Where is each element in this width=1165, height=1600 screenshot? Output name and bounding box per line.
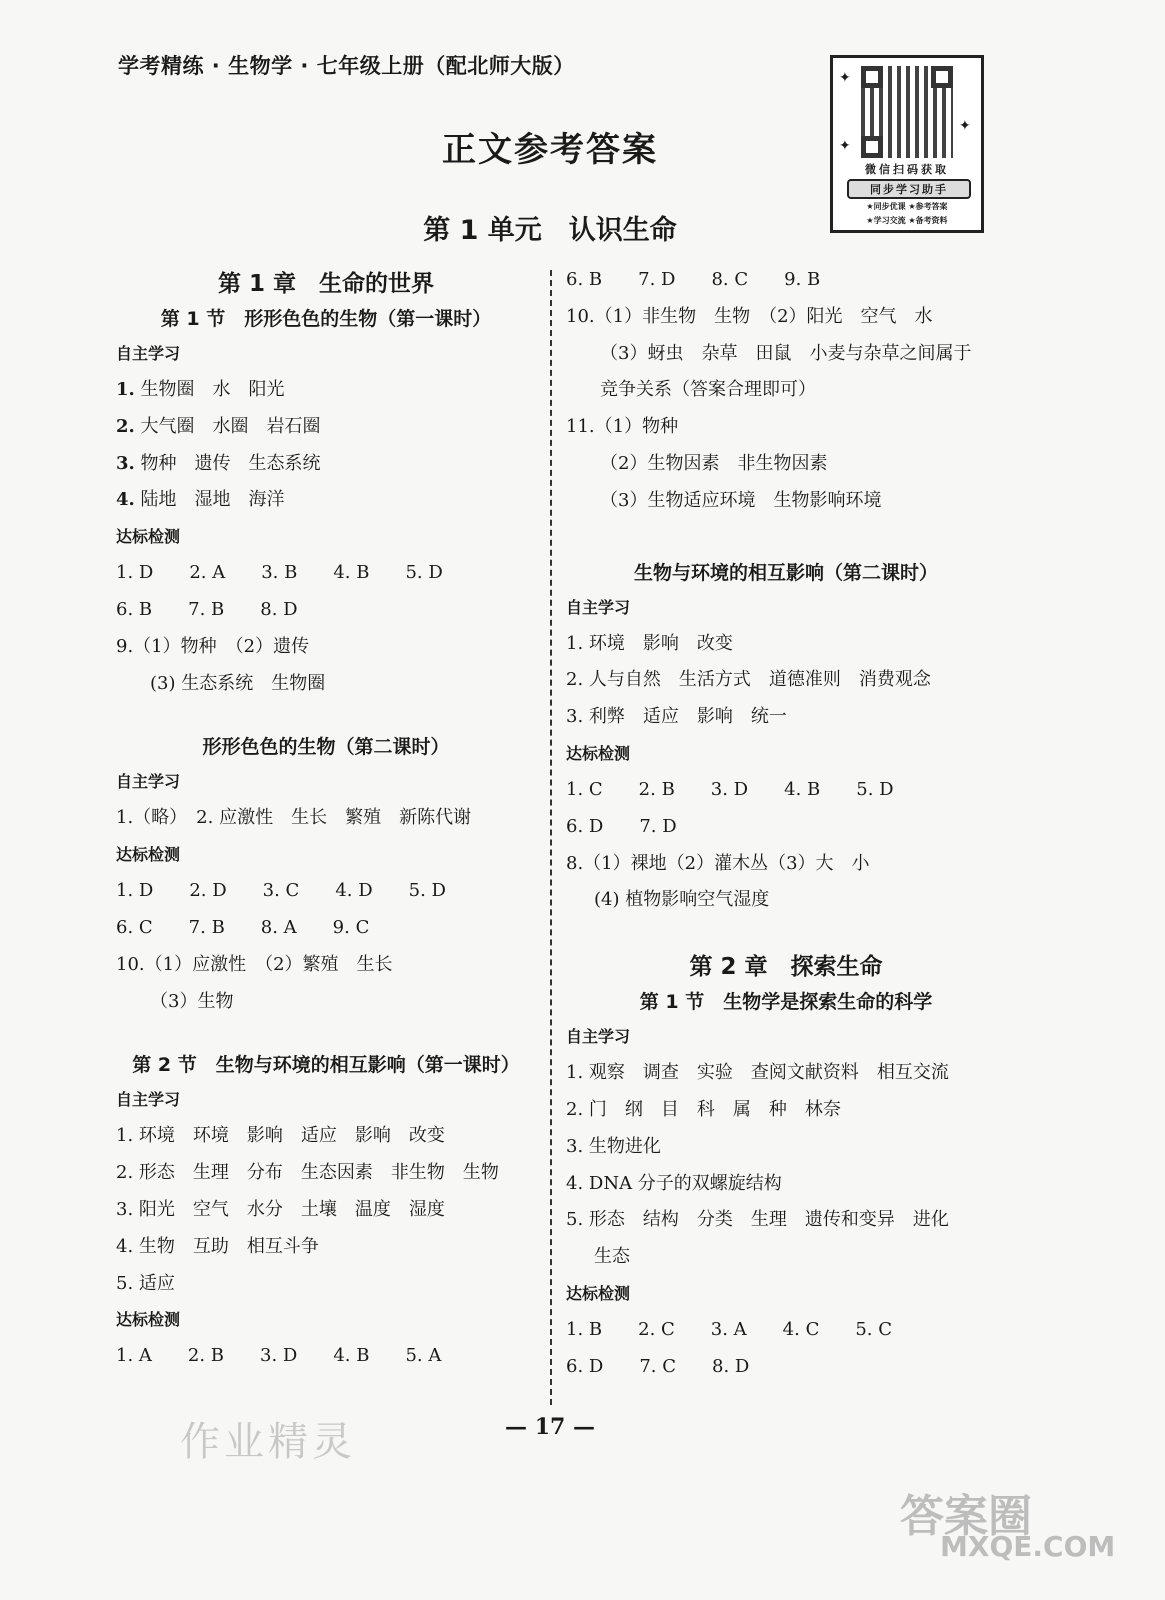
answer-line: 1. 环境 影响 改变: [566, 632, 733, 654]
unit-title: 第 1 单元 认识生命: [423, 215, 677, 246]
subsection-label: 自主学习: [116, 772, 181, 792]
answer-line: (4) 植物影响空气湿度: [594, 889, 770, 911]
watermark: 作业精灵: [180, 1419, 356, 1465]
subsection-label: 自主学习: [116, 344, 181, 363]
answer-line: 3. 物种 遗传 生态系统: [116, 452, 321, 474]
answer-line: 3. 生物进化: [566, 1135, 661, 1157]
sparkle-icon: ✦: [839, 70, 851, 86]
sparkle-icon: ✦: [839, 138, 851, 154]
answer-line: 1.（略） 2. 应激性 生长 繁殖 新陈代谢: [116, 807, 472, 829]
subsection-label: 达标检测: [116, 527, 181, 547]
right-column: [566, 262, 1006, 1386]
answer-line: 1. 生物圈 水 阳光: [116, 379, 285, 400]
answer-line: 1. C 2. B 3. D 4. B 5. D: [566, 778, 894, 800]
answer-line: 11.（1）物种: [566, 416, 679, 438]
answer-line: 4. 生物 互助 相互斗争: [116, 1235, 319, 1257]
subsection-label: 达标检测: [566, 1283, 631, 1303]
section-heading: 第 2 节 生物与环境的相互影响（第一课时）: [132, 1054, 520, 1077]
chapter-heading: 第 2 章 探索生命: [689, 954, 883, 981]
section-heading: 形形色色的生物（第二课时）: [202, 736, 450, 759]
qr-caption: 微信扫码获取: [865, 163, 949, 176]
answer-line: 1. D 2. A 3. B 4. B 5. D: [116, 562, 443, 584]
page-number: — 17 —: [505, 1414, 595, 1440]
answer-line: （3）蚜虫 杂草 田鼠 小麦与杂草之间属于: [600, 342, 972, 364]
answer-line: 2. 人与自然 生活方式 道德准则 消费观念: [566, 669, 931, 691]
qr-code-panel: [830, 55, 984, 233]
answer-line: （3）生物: [150, 990, 234, 1012]
column-divider: [550, 270, 552, 1405]
subsection-label: 达标检测: [116, 1310, 181, 1330]
answer-line: 9.（1）物种 （2）遗传: [116, 635, 310, 657]
answer-line: 6. C 7. B 8. A 9. C: [116, 916, 370, 938]
subsection-label: 达标检测: [566, 743, 631, 763]
answer-line: 5. 形态 结构 分类 生理 遗传和变异 进化: [566, 1209, 949, 1231]
answer-line: 2. 大气圈 水圈 岩石圈: [116, 415, 321, 437]
left-column: [116, 266, 536, 1375]
answer-line: 3. 阳光 空气 水分 土壤 温度 湿度: [116, 1198, 445, 1220]
answer-line: 6. B 7. B 8. D: [116, 598, 298, 620]
answer-line: 1. 观察 调查 实验 查阅文献资料 相互交流: [566, 1062, 949, 1084]
page-title: 正文参考答案: [442, 130, 658, 170]
answer-line: 4. DNA 分子的双螺旋结构: [566, 1172, 782, 1194]
answer-line: 2. 形态 生理 分布 生态因素 非生物 生物: [116, 1162, 499, 1184]
qr-features: ★学习交流 ★备考资料: [866, 216, 948, 225]
subsection-label: 达标检测: [116, 845, 181, 865]
answer-line: 1. B 2. C 3. A 4. C 5. C: [566, 1318, 893, 1340]
chapter-heading: 第 1 章 生命的世界: [217, 271, 435, 297]
answer-line: 1. 环境 环境 影响 适应 影响 改变: [116, 1125, 445, 1147]
answer-line: (3) 生态系统 生物圈: [150, 672, 326, 694]
site-url-watermark: MXQE.COM: [940, 1530, 1116, 1563]
qr-badge: 同步学习助手: [847, 179, 971, 199]
answer-line: 3. 利弊 适应 影响 统一: [566, 706, 787, 728]
subsection-label: 自主学习: [116, 1090, 181, 1110]
answer-line: 2. 门 纲 目 科 属 种 林奈: [566, 1098, 841, 1120]
answer-line: 5. 适应: [116, 1272, 175, 1294]
qr-features: ★同步优课 ★参考答案: [866, 202, 948, 211]
header-title: 学考精练 · 生物学 · 七年级上册（配北师大版）: [118, 54, 575, 78]
answer-line: 1. D 2. D 3. C 4. D 5. D: [116, 880, 446, 902]
sparkle-icon: ✦: [959, 118, 971, 134]
answer-line: 10.（1）非生物 生物 （2）阳光 空气 水: [566, 305, 933, 327]
answer-line: （3）生物适应环境 生物影响环境: [600, 489, 882, 511]
answer-line: 10.（1）应激性 （2）繁殖 生长: [116, 953, 393, 975]
section-heading: 第 1 节 形形色色的生物（第一课时）: [160, 308, 492, 330]
section-heading: 生物与环境的相互影响（第二课时）: [633, 561, 938, 584]
answer-line: （2）生物因素 非生物因素: [600, 452, 828, 474]
subsection-label: 自主学习: [566, 1027, 631, 1047]
qr-code-icon: [861, 66, 953, 158]
subsection-label: 自主学习: [566, 597, 631, 617]
answer-line: 6. D 7. C 8. D: [566, 1355, 750, 1377]
site-watermark: 答案圈: [900, 1491, 1032, 1542]
answer-line: 8.（1）裸地（2）灌木丛（3）大 小: [566, 852, 870, 874]
answer-line: 4. 陆地 湿地 海洋: [116, 489, 285, 511]
answer-line: 6. D 7. D: [566, 815, 677, 837]
answer-line: 竞争关系（答案合理即可）: [600, 379, 816, 401]
answer-line: 生态: [594, 1246, 630, 1268]
section-heading: 第 1 节 生物学是探索生命的科学: [639, 991, 933, 1014]
answer-line: 6. B 7. D 8. C 9. B: [566, 269, 821, 290]
answer-line: 1. A 2. B 3. D 4. B 5. A: [116, 1345, 442, 1367]
